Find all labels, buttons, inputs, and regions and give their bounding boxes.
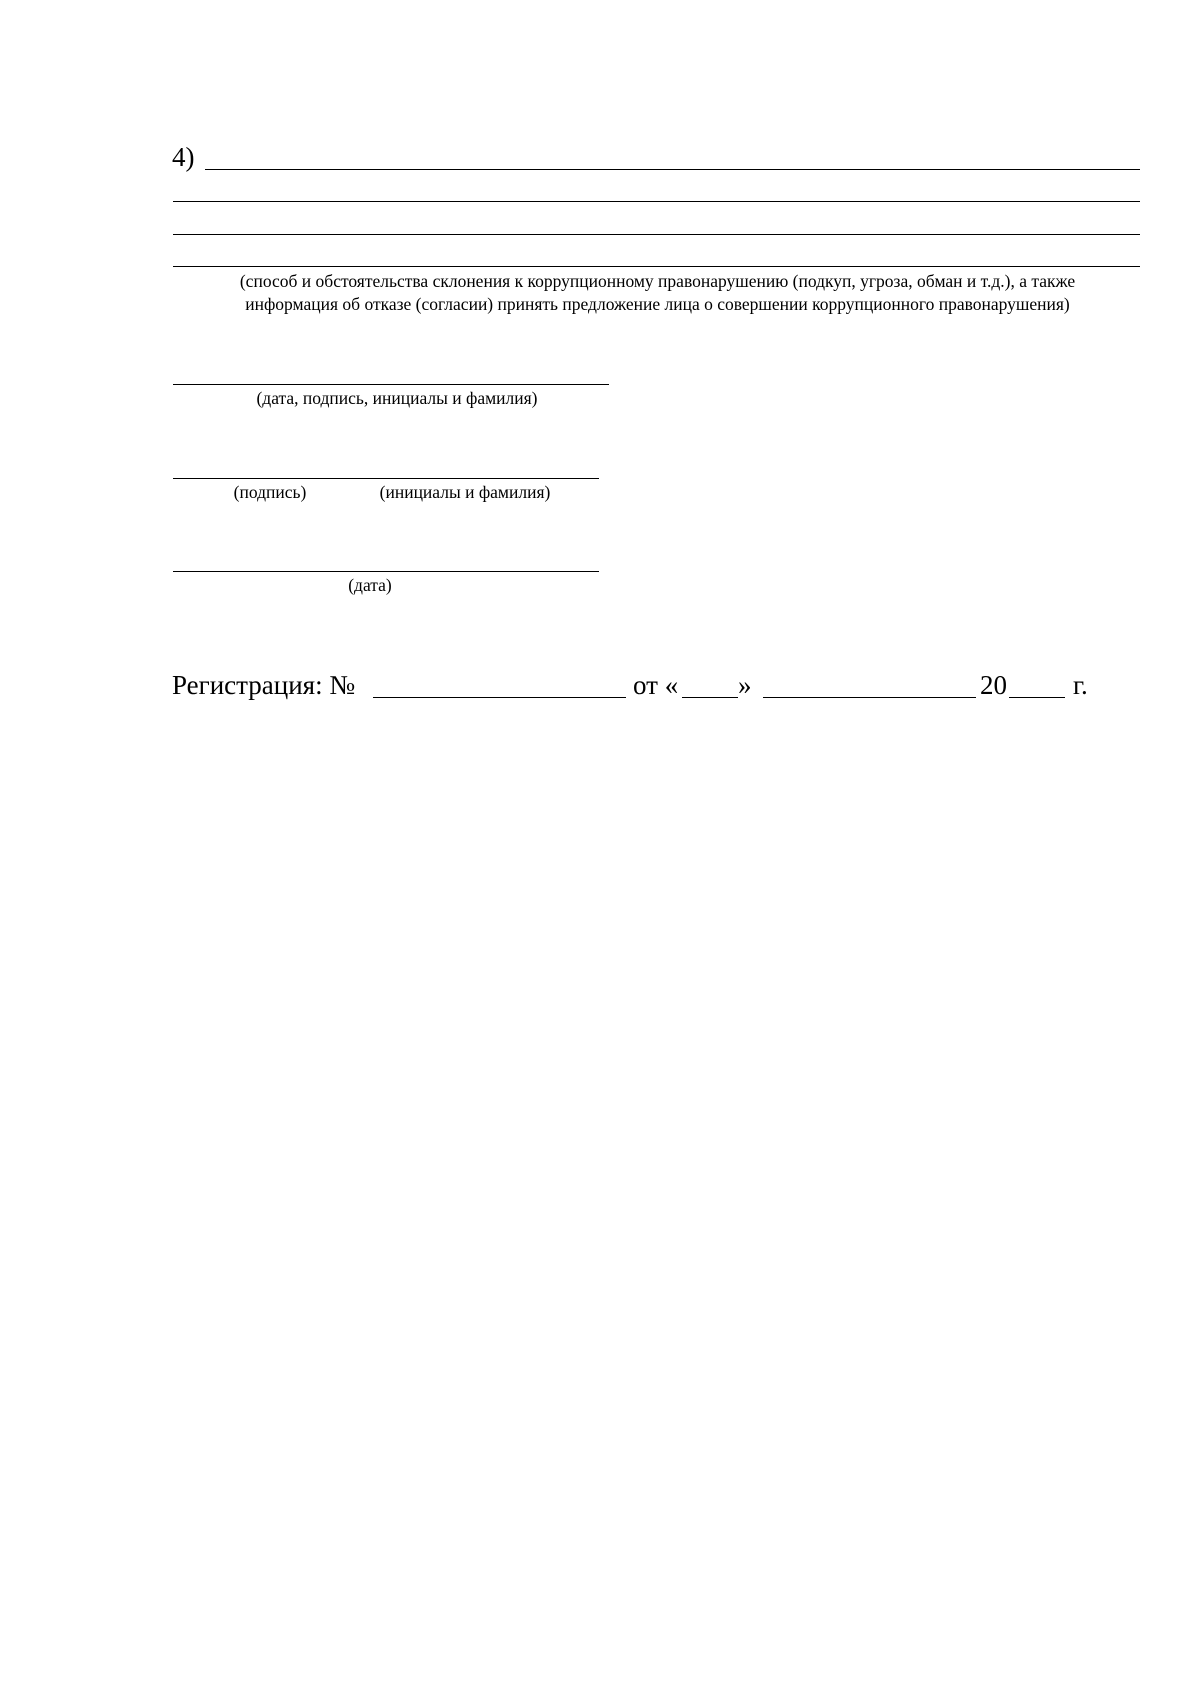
signature-1-caption: (дата, подпись, инициалы и фамилия) (256, 388, 538, 408)
signature-1-line[interactable] (173, 384, 609, 385)
item-4-caption-line-2: информация об отказе (согласии) принять предложение лица о совершении коррупционного правонарушения) (245, 294, 1070, 314)
registration-month-field[interactable] (763, 697, 976, 698)
item-4-number: 4) (172, 142, 195, 172)
item-4-blank-line-3[interactable] (173, 234, 1140, 235)
signature-2-caption-signature: (подпись) (233, 482, 307, 502)
registration-quote-close: » (738, 670, 752, 700)
signature-3-caption: (дата) (348, 575, 392, 595)
item-4-blank-line-1[interactable] (205, 169, 1140, 170)
registration-number-field[interactable] (373, 697, 626, 698)
item-4-blank-line-4[interactable] (173, 266, 1140, 267)
item-4-caption-line-1: (способ и обстоятельства склонения к коррупционному правонарушению (подкуп, угроза, обман и т.д.), а также (239, 271, 1076, 291)
registration-label: Регистрация: № (172, 670, 356, 700)
signature-2-caption-name: (инициалы и фамилия) (379, 482, 551, 502)
signature-3-line[interactable] (173, 571, 599, 572)
signature-2-line[interactable] (173, 478, 599, 479)
registration-year-prefix: 20 (980, 670, 1007, 700)
registration-year-field[interactable] (1009, 697, 1065, 698)
registration-from-label: от « (633, 670, 679, 700)
registration-year-suffix: г. (1073, 670, 1088, 700)
item-4-blank-line-2[interactable] (173, 201, 1140, 202)
registration-day-field[interactable] (682, 697, 738, 698)
